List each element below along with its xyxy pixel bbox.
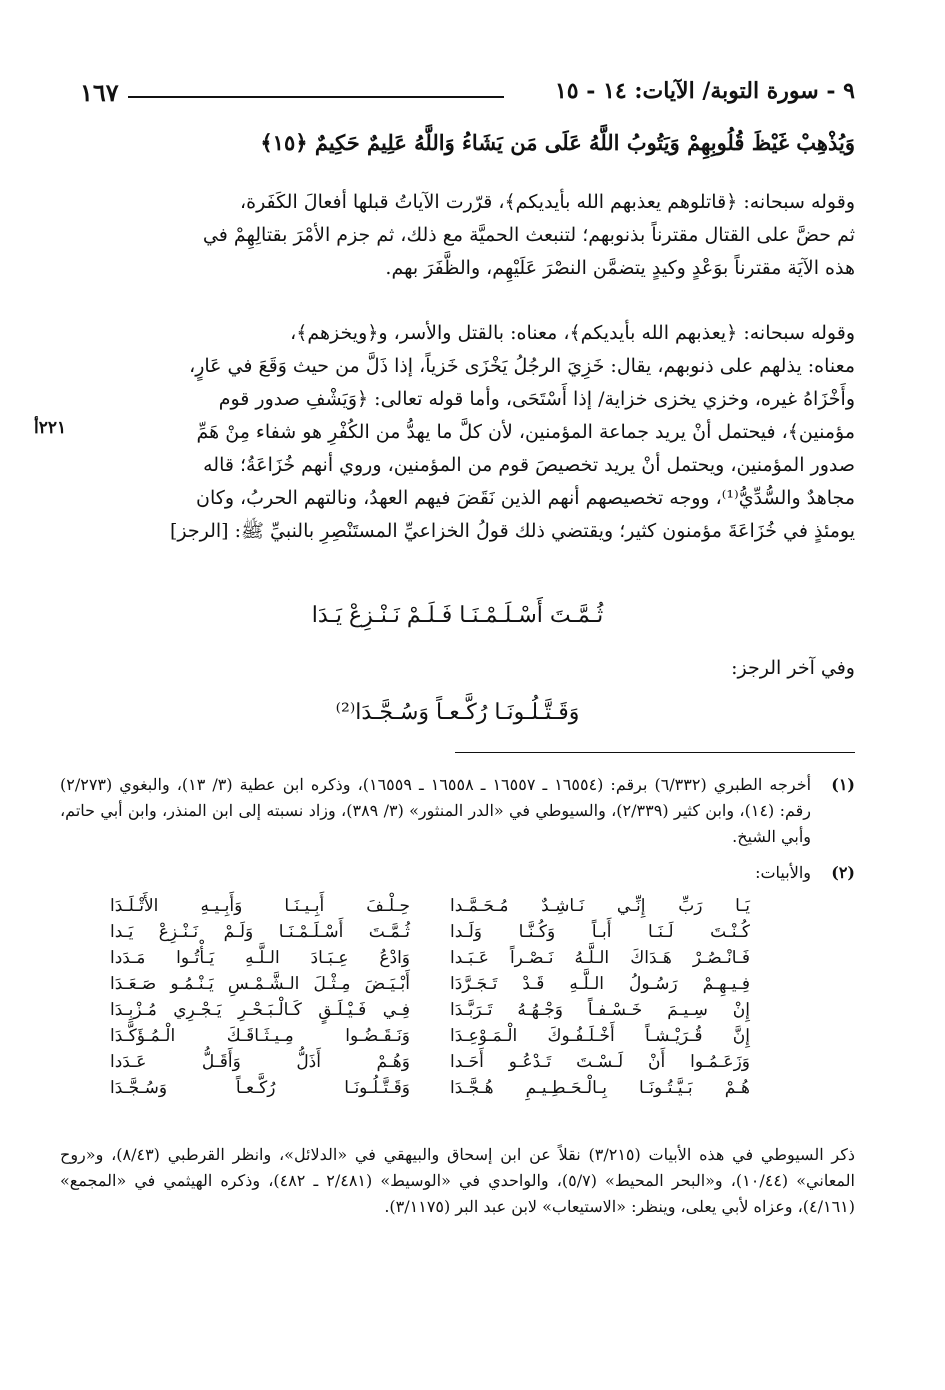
footnote-separator	[455, 752, 855, 753]
footnote-number: (٢)	[831, 863, 855, 882]
poem-row	[110, 945, 750, 971]
poem-hemistich: فِـيـهِـمْ رَسُـولُ الـلَّـهِ قَـدْ تَـجَـرَّدَا	[450, 974, 750, 994]
poem-hemistich: كُـنْـتَ لَـنَـا أَبـاً وَكُـنَّـا وَلَـدا	[450, 922, 750, 942]
paragraph-2	[60, 317, 855, 548]
paragraph-1	[60, 186, 855, 285]
paragraph-line: ثم حضَّ على القتال مقترناً بذنوبهم؛ لتنبعث الحميَّة مع ذلك، ثم جزم الأمْرَ بقتالِهِمْ في	[202, 224, 855, 246]
poem-row	[110, 1023, 750, 1049]
quran-verse: وَيُذْهِبْ غَيْظَ قُلُوبِهِمْ وَيَتُوبُ اللَّهُ عَلَى مَن يَشَاءُ وَاللَّهُ عَلِيمٌ حَكِيمٌ ﴿١٥﴾	[260, 130, 855, 155]
poem-row	[110, 893, 750, 919]
footnote-2	[60, 860, 855, 886]
poem-hemistich: وَقَـتَّـلُـونَـا رُكَّـعـاً وَسُـجَّـدَا	[110, 1078, 410, 1098]
paragraph-line: مؤمنين﴾، فيحتمل أنْ يريد جماعة المؤمنين، لأن كلَّ ما يهدُّ من الكُفْرِ هو شفاء مِنْ هَمِّ	[196, 421, 855, 443]
poem-row	[110, 1075, 750, 1101]
rajaz-verse-2: وَقَـتَّـلُـونَـا رُكَّـعـاً وَسُـجَّـدَا⁽²⁾	[335, 700, 580, 725]
paragraph-line: وقوله سبحانه: ﴿يعذبهم الله بأيديكم﴾، معناه: بالقتل والأسر، و﴿ويخزهم﴾،	[290, 322, 855, 344]
paragraph-line: يومئذٍ في خُزَاعَةَ مؤمنون كثير؛ ويقتضي ذلك قولُ الخزاعيِّ المستَنْصِرِ بالنبيِّ ﷺ: [الرجز]	[169, 520, 855, 542]
paragraph-line: وقوله سبحانه: ﴿قاتلوهم يعذبهم الله بأيديكم﴾، قرّرت الآياتُ قبلها أفعالَ الكَفَرة،	[239, 191, 855, 213]
rajaz-intro: وفي آخر الرجز:	[731, 657, 855, 679]
page-number: ١٦٧	[80, 78, 119, 107]
paragraph-line: معناه: يذلهم على ذنوبهم، يقال: خَزِيَ الرجُلُ يَخْزَى خَزياً، إذا ذَلَّ من حيث وَقَعَ في عَارٍ،	[189, 355, 855, 377]
poem-hemistich: ثُـمَّـتَ أَسْـلَـمْـنَـا وَلَـمْ نَـنْـزِعْ يَـدا	[110, 922, 410, 942]
poem-hemistich: إِنْ سِـيـمَ خَـسْـفـاً وَجْـهُـهُ تَـرَبَّـدَا	[450, 1000, 750, 1020]
poem-hemistich: إِنَّ قُـرَيْـشـاً أَخْـلَـفُـوكَ الْـمَـوْعِـدَا	[450, 1026, 750, 1046]
page-header	[80, 78, 855, 118]
poem-row	[110, 997, 750, 1023]
poem-hemistich: وَادْعُ عِـبَـادَ الـلَّـهِ يَـأْتُـوا مَـدَدا	[110, 948, 410, 968]
manuscript-margin-note: ٢٢١أ	[34, 418, 67, 438]
poem-row	[110, 919, 750, 945]
footnote-text: أخرجه الطبري (٦/٣٣٢) برقم: (١٦٥٥٤ ـ ١٦٥٥٧ ـ ١٦٥٥٨ ـ ١٦٥٥٩)، وذكره ابن عطية (٣/ ١٣)، والبغوي (٢/٢٧٣) رقم: (١٤)، وابن كثير (٢/٣٣٩)، والسيوطي في «الدر المنثور» (٣/ ٣٨٩)، وزاد نسبته إلى ابن المنذر، وابن أبي حاتم، وأبي الشيخ.	[60, 775, 812, 846]
footnote-number: (١)	[831, 775, 855, 794]
footnote-text: والأبيات:	[755, 863, 811, 882]
footnote-1	[60, 772, 855, 850]
paragraph-line: وأَخْزَاهُ غيره، وخزي يخزى خزاية/ إذا أَسْتَحَى، وأما قوله تعالى: ﴿وَيَشْفِ صدور قوم	[218, 388, 855, 410]
poem-hemistich: حِـلْـفَ أَبِـيـنَـا وَأَبِـيـهِ الأَتْـلَـدَا	[110, 896, 410, 916]
poem-hemistich: وَنَـقَـضُـوا مِـيـثَـاقَـكَ الْـمُـؤَكَّـدَا	[110, 1026, 410, 1046]
poem-hemistich: فِـي فَـيْـلَـقٍ كَـالْـبَـحْـرِ يَـجْـرِي مُـزْبِـدَا	[110, 1000, 410, 1020]
poem-hemistich: وَزَعَـمُـوا أَنْ لَـسْـتَ تَـدْعُـو أَحَـدا	[450, 1052, 750, 1072]
running-title: ٩ - سورة التوبة/ الآيات: ١٤ - ١٥	[554, 78, 855, 104]
paragraph-line: هذه الآيَة مقترناً بوَعْدٍ وكيدٍ يتضمَّن النصْرَ عَلَيْهِم، والظَّفَرَ بهم.	[385, 257, 855, 279]
poem-hemistich: وَهُـمْ أَذَلُّ وَأَقَـلُّ عَـدَدا	[110, 1052, 410, 1072]
poem-hemistich: هُـمْ بَـيَّـتُـونَـا بِـالْـحَـطِـيـمِ هُـجَّـدَا	[450, 1078, 750, 1098]
poem-hemistich: يَـا رَبِّ إِنِّـي نَـاشِـدٌ مُـحَـمَّـدا	[450, 896, 750, 916]
rajaz-verse-1: ثُـمَّـتَ أَسْـلَـمْـنَـا فَـلَـمْ نَـنْـزِعْ يَـدَا	[311, 603, 604, 628]
poem-row	[110, 971, 750, 997]
paragraph-line: صدور المؤمنين، ويحتمل أنْ يريد تخصيصَ قوم من المؤمنين، وروي أنهم خُزَاعَةُ؛ قاله	[203, 454, 855, 476]
header-rule	[128, 96, 504, 98]
poem-hemistich: فَـانْـصُـرْ هَـدَاكَ الـلَّـهُ نَـصْـراً عَـبَـدا	[450, 948, 750, 968]
poem-hemistich: أَبْـيَـضَ مِـثْـلَ الـشَّـمْـسِ يَـنْـمُـو صَـعَـدَا	[110, 974, 410, 994]
poem	[110, 893, 750, 1101]
footnote-2-sources: ذكر السيوطي في هذه الأبيات (٣/٢١٥) نقلاً عن ابن إسحاق والبيهقي في «الدلائل»، وانظر القرطبي (٨/٤٣)، و«روح المعاني» (١٠/٤٤)، و«البحر المحيط» (٥/٧)، والواحدي في «الوسيط» (٢/٤٨١ ـ ٤٨٢)، وذكره الهيثمي في «المجمع» (٤/١٦١)، وعزاه لأبي يعلى، وينظر: «الاستيعاب» لابن عبد البر (٣/١١٧٥).	[60, 1145, 856, 1216]
poem-row	[110, 1049, 750, 1075]
paragraph-line: مجاهدٌ والسُّدِّيُّ⁽¹⁾، ووجه تخصيصهم أنهم الذين نَقَضَ فيهم العهدُ، ونالتهم الحربُ، وكان	[196, 487, 855, 509]
